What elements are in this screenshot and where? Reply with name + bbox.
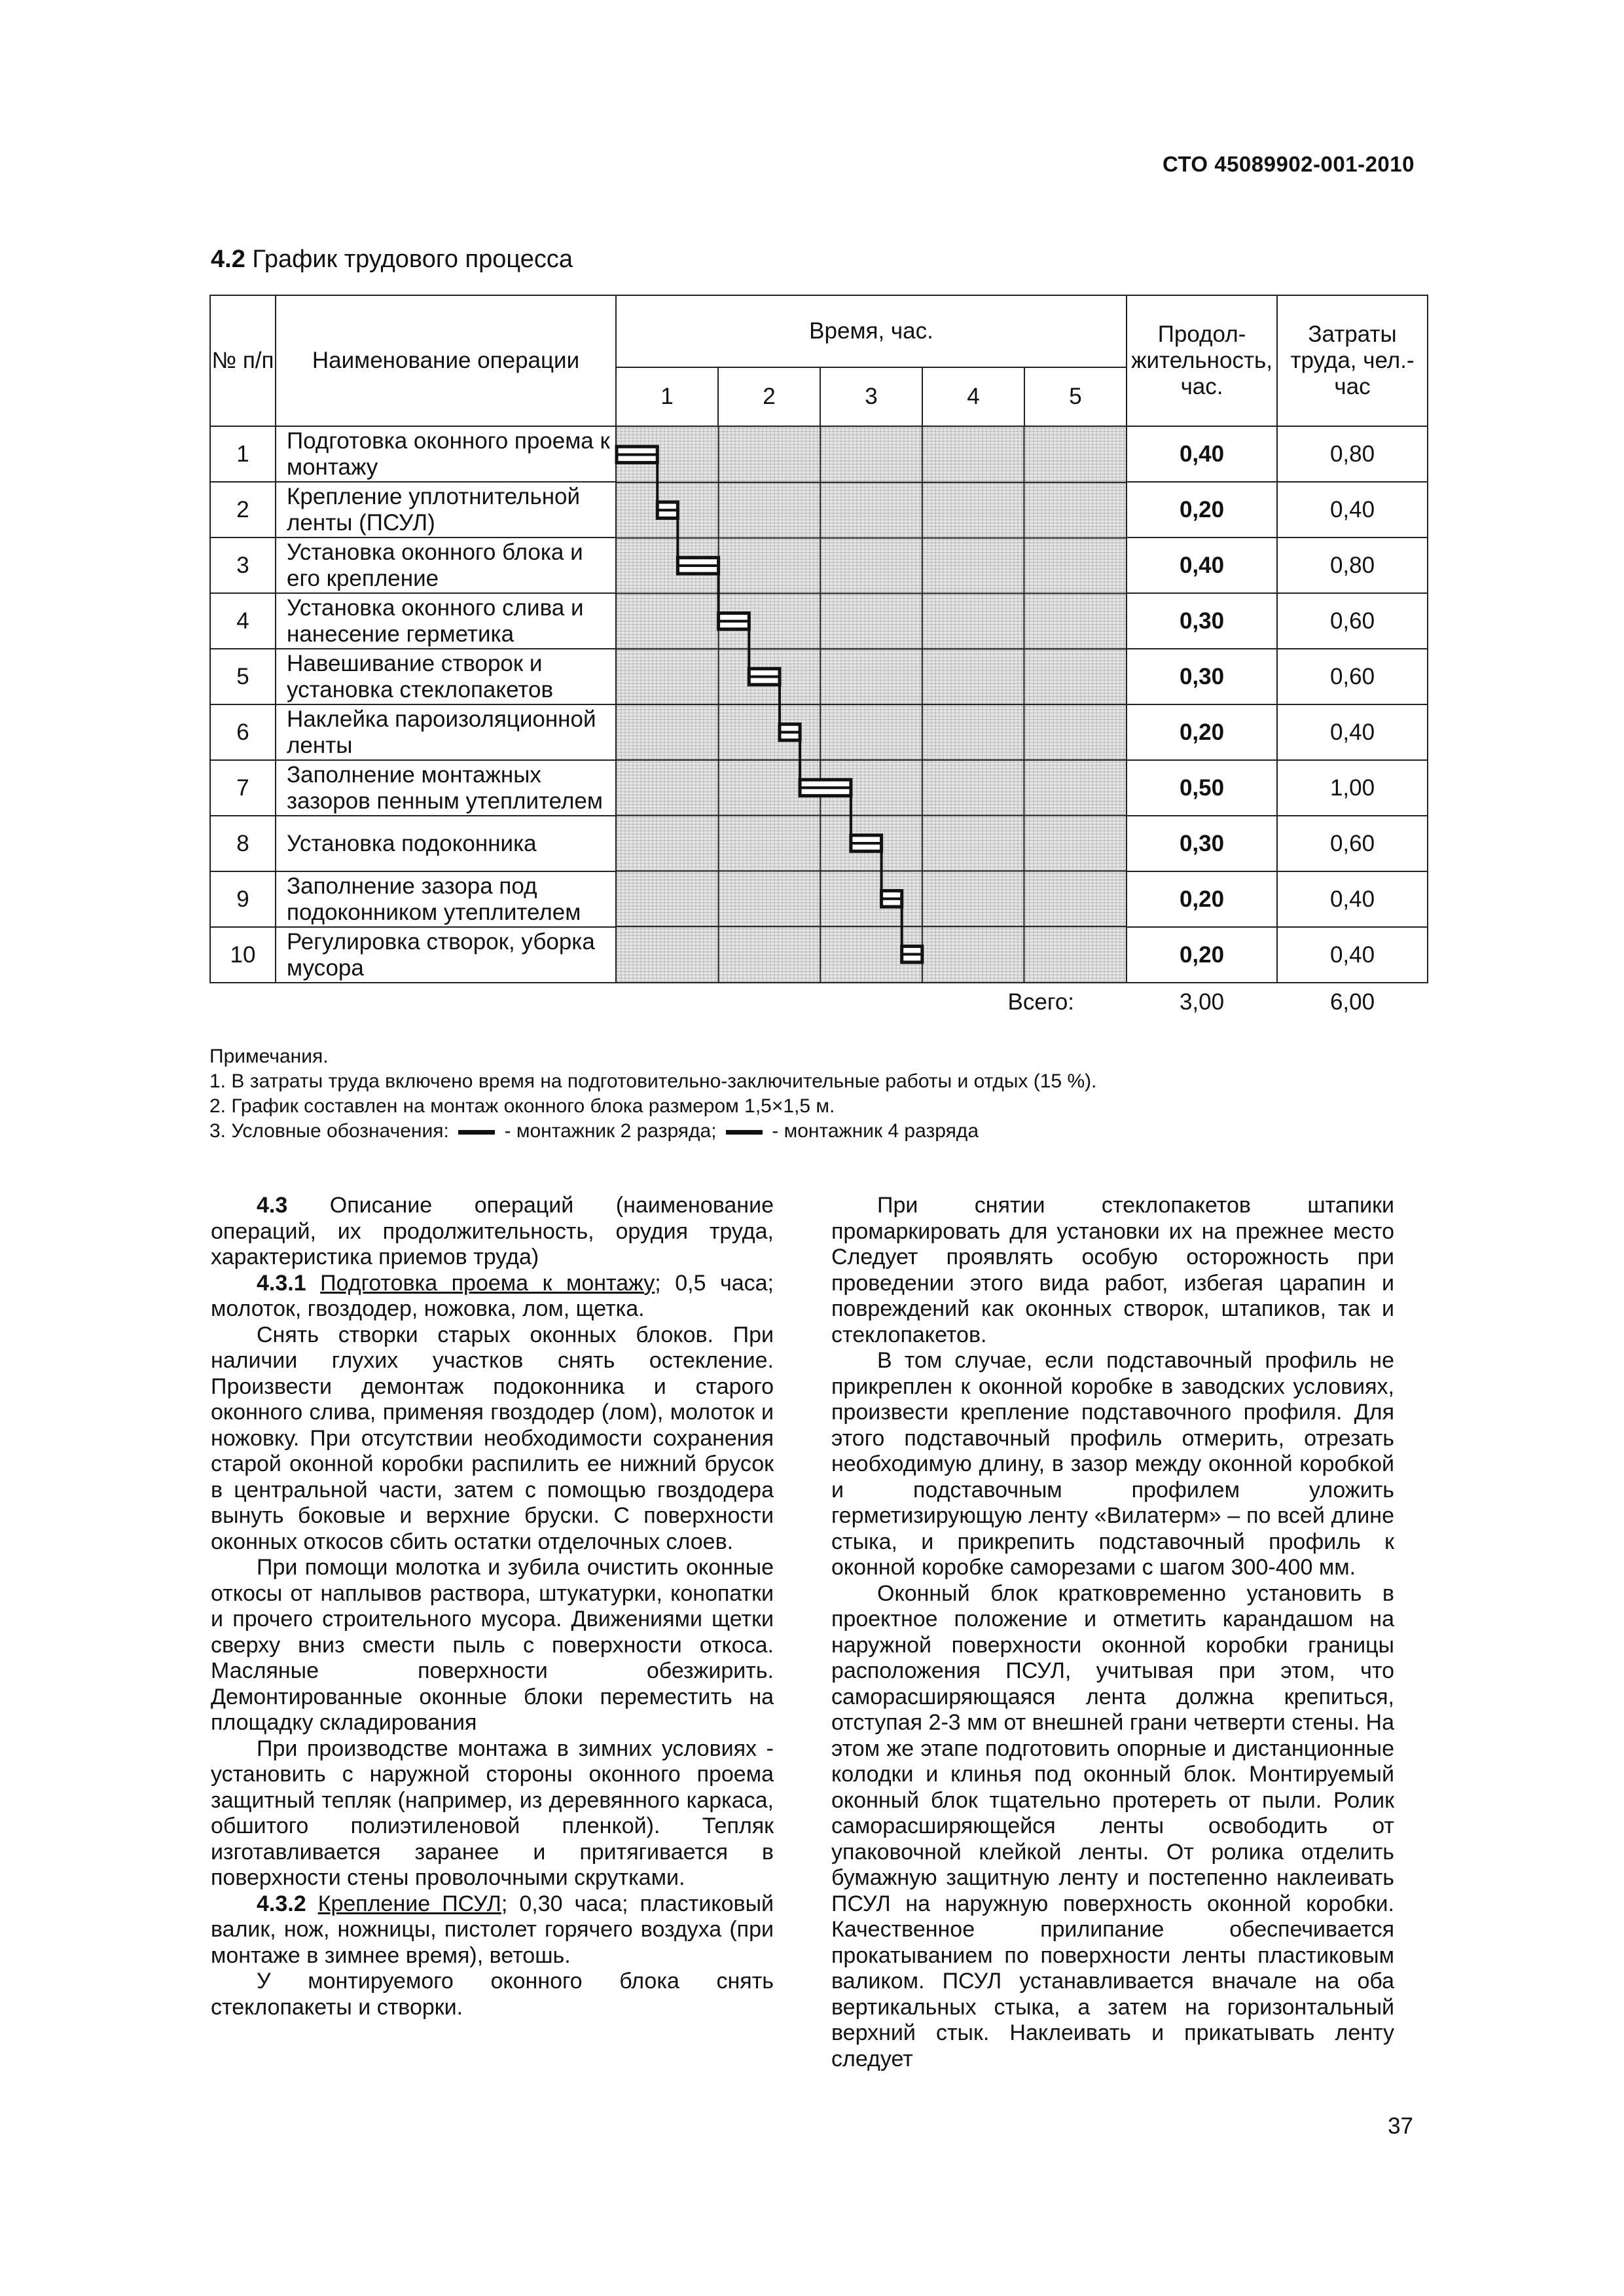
total-duration: 3,00 <box>1179 989 1225 1015</box>
row-num: 8 <box>210 816 276 871</box>
row-duration: 0,30 <box>1127 816 1277 871</box>
paragraph: При снятии стеклопакетов штапики промаркировать для установки их на прежнее место Следует проявлять особую осторожность при проведении этого вида работ, избегая царапин и повреждений как оконных створок, штапиков, так и стеклопакетов. <box>831 1193 1394 1347</box>
row-labor: 0,40 <box>1277 704 1428 760</box>
legend-line-icon <box>726 1130 763 1135</box>
row-duration: 0,20 <box>1127 927 1277 983</box>
total-blank <box>210 983 276 1021</box>
row-operation: Подготовка оконного проема к монтажу <box>276 426 616 482</box>
total-label: Всего: <box>1007 989 1075 1015</box>
row-duration: 0,20 <box>1127 482 1277 538</box>
header-hour: 1 <box>616 367 718 426</box>
page-number: 37 <box>1388 2113 1413 2139</box>
row-num: 10 <box>210 927 276 983</box>
row-labor: 0,40 <box>1277 871 1428 927</box>
paragraph: При производстве монтажа в зимних условиях - установить с наружной стороны оконного проема защитный тепляк (например, из деревянного каркаса, обшитого полиэтиленовой пленкой). Тепляк изготавливается заранее и притягивается в поверхности стены проволочными скрутками. <box>211 1736 774 1890</box>
header-hour: 2 <box>718 367 820 426</box>
paragraph: Оконный блок кратковременно установить в проектное положение и отметить карандашом на наружной поверхности оконной коробки границы расположения ПСУЛ, учитывая при этом, что саморасширяющаяся лента должна крепиться, отступая 2-3 мм от внешней грани четверти стены. На этом же этапе подготовить опорные и дистанционные колодки и клинья под оконный блок. Монтируемый оконный блок тщательно протереть от пыли. Ролик саморасширяющейся ленты освободить от упаковочной клейкой ленты. От ролика отделить бумажную защитную ленту и постепенно наклеивать ПСУЛ на наружную поверхность оконной коробки. Качественное прилипание обеспечивается прокатыванием по поверхности ленты пластиковым валиком. ПСУЛ устанавливается вначале на оба вертикальных стыка, а затем на горизонтальный верхний стык. Наклеивать и прикатывать ленту следует <box>831 1580 1394 2071</box>
gantt-bar <box>800 780 851 843</box>
row-labor: 1,00 <box>1277 760 1428 816</box>
row-labor: 0,40 <box>1277 927 1428 983</box>
paragraph: У монтируемого оконного блока снять стеклопакеты и створки. <box>211 1969 774 2020</box>
notes <box>209 1044 1096 1144</box>
clause-number: 4.3.1 <box>257 1270 306 1296</box>
header-duration: Продол-жительность, час. <box>1127 295 1277 426</box>
row-operation: Наклейка пароизоляционной ленты <box>276 704 616 760</box>
section-title-text: График трудового процесса <box>252 246 573 273</box>
note-3-a: - монтажник 2 разряда; <box>504 1120 717 1142</box>
row-labor: 0,80 <box>1277 426 1428 482</box>
row-operation: Заполнение зазора под подоконником утеплителем <box>276 871 616 927</box>
row-num: 5 <box>210 649 276 704</box>
header-hour: 4 <box>922 367 1024 426</box>
gantt-bar <box>677 558 718 621</box>
row-duration: 0,20 <box>1127 704 1277 760</box>
paragraph: В том случае, если подставочный профиль не прикреплен к оконной коробке в заводских условиях, произвести крепление подставочного профиля. Для этого подставочный профиль отмерить, отрезать необходимую длину, в зазор между оконной коробкой и подставочным профилем уложить герметизирующую ленту «Вилатерм» – по всей длине стыка, и прикрепить подставочный профиль к оконной коробке саморезами с шагом 300-400 мм. <box>831 1348 1394 1580</box>
row-duration: 0,30 <box>1127 593 1277 649</box>
section-title <box>211 246 573 274</box>
total-row <box>210 983 1428 1021</box>
table-row <box>210 426 1428 482</box>
paragraph: Снять створки старых оконных блоков. При наличии глухих участков снять остекление. Произвести демонтаж подоконника и старого оконного слива, применяя гвоздодер (лом), молоток и ножовку. При отсутствии необходимости сохранения старой оконной коробки распилить ее нижний брусок в центральной части, затем с помощью гвоздодера вынуть боковые и верхние бруски. С поверхности оконных откосов сбить остатки отделочных слоев. <box>211 1322 774 1554</box>
header-labor: Затраты труда, чел.-час <box>1277 295 1428 426</box>
total-blank <box>276 983 616 1021</box>
note-3 <box>209 1119 1096 1144</box>
gantt-bar <box>851 835 882 899</box>
header-hour: 5 <box>1024 367 1127 426</box>
header-hour: 3 <box>820 367 922 426</box>
row-num: 6 <box>210 704 276 760</box>
gantt-bar <box>617 446 657 510</box>
row-num: 4 <box>210 593 276 649</box>
row-num: 7 <box>210 760 276 816</box>
row-labor: 0,60 <box>1277 649 1428 704</box>
gantt-bar <box>657 502 677 566</box>
notes-title: Примечания. <box>209 1046 329 1067</box>
gantt-bar <box>902 946 922 962</box>
row-labor: 0,60 <box>1277 816 1428 871</box>
note-3-prefix: 3. Условные обозначения: <box>209 1120 449 1142</box>
header-time: Время, час. <box>616 295 1127 367</box>
left-column <box>211 1193 774 2020</box>
row-labor: 0,40 <box>1277 482 1428 538</box>
clause-number: 4.3 <box>257 1193 288 1218</box>
row-operation: Регулировка створок, уборка мусора <box>276 927 616 983</box>
row-num: 9 <box>210 871 276 927</box>
row-duration: 0,40 <box>1127 426 1277 482</box>
note-1: 1. В затраты труда включено время на подготовительно-заключительные работы и отдых (15 %). <box>209 1070 1097 1092</box>
right-column <box>831 1193 1394 2072</box>
note-3-b: - монтажник 4 разряда <box>772 1120 979 1142</box>
clause-title: Подготовка проема к монтажу <box>320 1270 655 1296</box>
clause-number: 4.3.2 <box>257 1891 306 1916</box>
row-num: 1 <box>210 426 276 482</box>
gantt-bar <box>882 891 902 955</box>
paragraph <box>211 1271 774 1322</box>
row-operation: Навешивание створок и установка стеклопакетов <box>276 649 616 704</box>
row-labor: 0,80 <box>1277 538 1428 593</box>
gantt-svg <box>617 427 1126 982</box>
document-code: СТО 45089902-001-2010 <box>1163 152 1415 176</box>
row-labor: 0,60 <box>1277 593 1428 649</box>
paragraph <box>211 1193 774 1271</box>
paragraph <box>211 1891 774 1969</box>
row-duration: 0,20 <box>1127 871 1277 927</box>
note-2: 2. График составлен на монтаж оконного блока размером 1,5×1,5 м. <box>209 1095 835 1117</box>
row-operation: Заполнение монтажных зазоров пенным утеплителем <box>276 760 616 816</box>
gantt-bar <box>749 668 780 732</box>
labor-schedule-table <box>209 295 1428 1021</box>
clause-title: Крепление ПСУЛ <box>317 1891 501 1916</box>
row-operation: Установка оконного слива и нанесение герметика <box>276 593 616 649</box>
row-duration: 0,50 <box>1127 760 1277 816</box>
row-duration: 0,40 <box>1127 538 1277 593</box>
section-number: 4.2 <box>211 246 245 273</box>
gantt-bar <box>780 724 800 788</box>
paragraph-text: Описание операций (наименование операций, их продолжительность, орудия труда, характеристика приемов труда) <box>211 1193 774 1269</box>
row-num: 2 <box>210 482 276 538</box>
legend-line-icon <box>458 1130 495 1135</box>
paragraph-text: ; 0,30 часа; пластиковый валик, нож, ножницы, пистолет горячего воздуха (при монтаже в зимнее время), ветошь. <box>211 1891 774 1968</box>
paragraph-text: ; 0,5 часа; молоток, гвоздодер, ножовка, лом, щетка. <box>211 1270 774 1321</box>
paragraph: При помощи молотка и зубила очистить оконные откосы от наплывов раствора, штукатурки, конопатки и прочего строительного мусора. Движениями щетки сверху вниз смести пыль с поверхности откоса. Масляные поверхности обезжирить. Демонтированные оконные блоки переместить на площадку складирования <box>211 1555 774 1735</box>
total-labor: 6,00 <box>1329 989 1375 1015</box>
row-num: 3 <box>210 538 276 593</box>
row-operation: Установка оконного блока и его крепление <box>276 538 616 593</box>
gantt-bar <box>719 613 749 677</box>
row-duration: 0,30 <box>1127 649 1277 704</box>
row-operation: Крепление уплотнительной ленты (ПСУЛ) <box>276 482 616 538</box>
header-name: Наименование операции <box>276 295 616 426</box>
row-operation: Установка подоконника <box>276 816 616 871</box>
gantt-chart <box>616 426 1127 983</box>
header-num: № п/п <box>210 295 276 426</box>
